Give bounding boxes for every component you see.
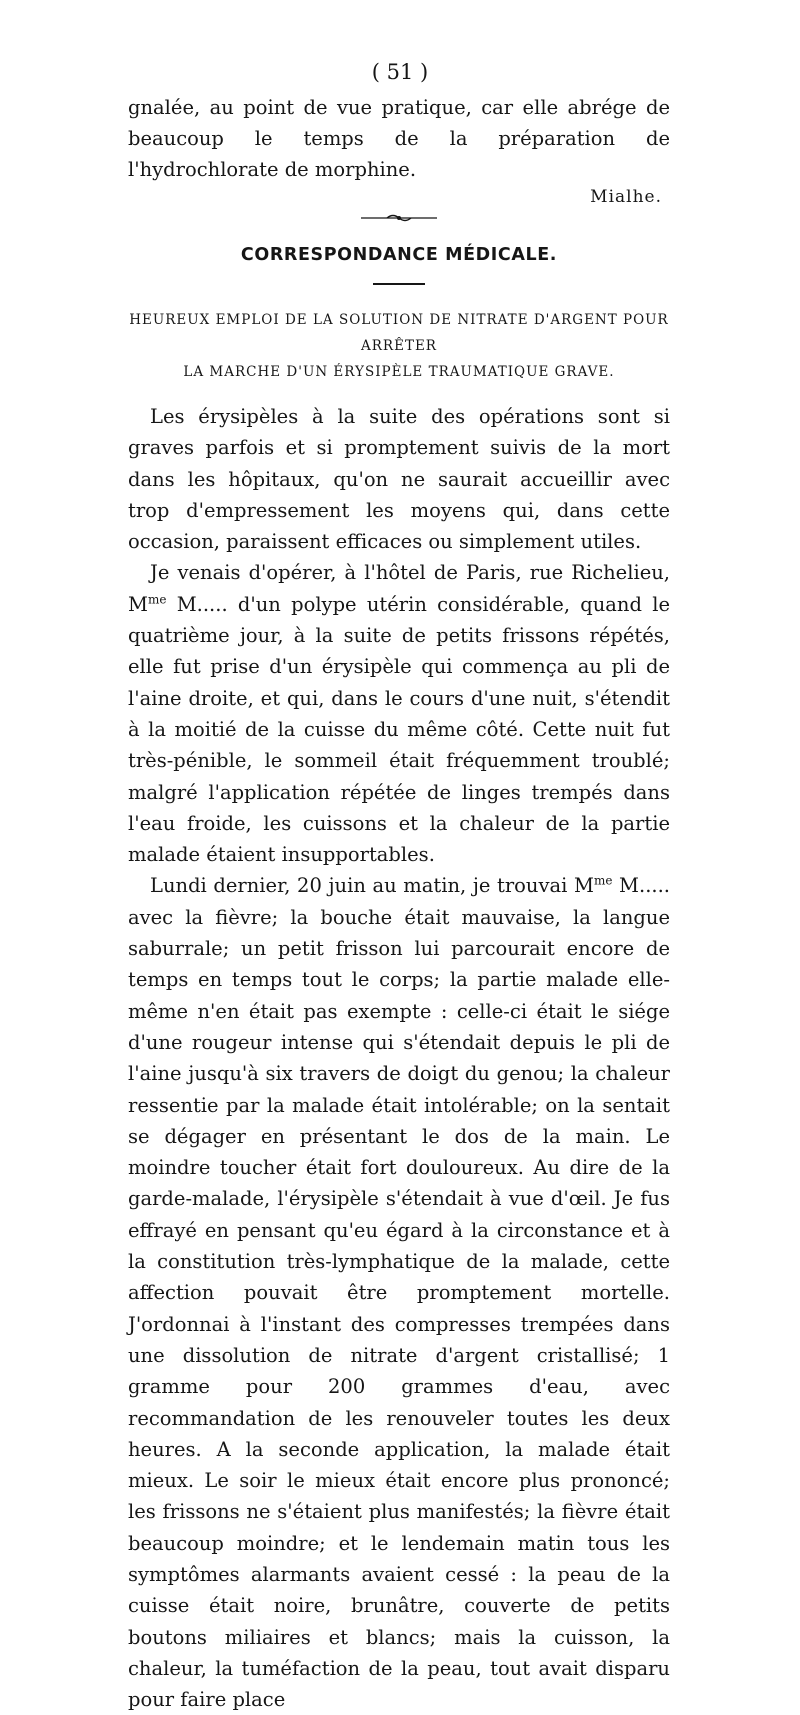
paragraph-2-rest: M..... d'un polype utérin considérable, quand le quatrième jour, à la suite de petits frissons répétés, elle fut prise d'un érysipèle qui commença au pli de l'aine droite, et qui, dans le cours d'une nuit, s'étendit à la moitié de la cuisse du même côté. Cette nuit fut très-pénible, le sommeil était fréquemment troublé; malgré l'application répétée de linges trempés dans l'eau froide, les cuissons et la chaleur de la partie malade étaient insupportables. <box>128 592 670 867</box>
paragraph-3 <box>128 870 670 1715</box>
section-title: CORRESPONDANCE MÉDICALE. <box>240 245 558 265</box>
article-title-line-2: LA MARCHE D'UN ÉRYSIPÈLE TRAUMATIQUE GRAVE. <box>183 364 615 380</box>
page-number: ( 51 ) <box>371 60 429 84</box>
ornament-divider <box>359 213 439 223</box>
paragraph-2-start: Je venais d'opérer, à l'hôtel de Paris, rue Richelieu, M <box>128 561 670 616</box>
paragraph-3-rest: M..... avec la fièvre; la bouche était mauvaise, la langue saburrale; un petit frisson lui parcourait encore de temps en temps tout le corps; la partie malade elle-même n'en était pas exempte : celle-ci était le siége d'une rougeur intense qui s'étendait depuis le pli de l'aine jusqu'à six travers de doigt du genou; la chaleur ressentie par la malade était intolérable; on la sentait se dégager en présentant le dos de la main. Le moindre toucher était fort douloureux. Au dire de la garde-malade, l'érysipèle s'étendait à vue d'œil. Je fus effrayé en pensant qu'eu égard à la circonstance et à la constitution très-lymphatique de la malade, cette affection pouvait être promptement mortelle. J'ordonnai à l'instant des compresses trempées dans une dissolution de nitrate d'argent cristallisé; 1 gramme pour 200 grammes d'eau, avec recommandation de les renouveler toutes les deux heures. A la seconde application, la malade était mieux. Le soir le mieux était encore plus prononcé; les frissons ne s'étaient plus manifestés; la fièvre était beaucoup moindre; et le lendemain matin tous les symptômes alarmants avaient cessé : la peau de la cuisse était noire, brunâtre, couverte de petits boutons miliaires et blancs; mais la cuisson, la chaleur, la tuméfaction de la peau, tout avait disparu pour faire place <box>128 874 670 1712</box>
article-title-line-1: HEUREUX EMPLOI DE LA SOLUTION DE NITRATE D'ARGENT POUR ARRÊTER <box>129 312 669 354</box>
preceding-article-ending: gnalée, au point de vue pratique, car elle abrége de beaucoup le temps de la préparation de l'hydrochlorate de morphine. <box>128 96 670 181</box>
author-signature: Mialhe. <box>590 187 662 207</box>
title-rule <box>373 283 425 285</box>
paragraph-1: Les érysipèles à la suite des opérations sont si graves parfois et si promptement suivis de la mort dans les hôpitaux, qu'on ne saurait accueillir avec trop d'empressement les moyens qui, dans cette occasion, paraissent efficaces ou simplement utiles. <box>128 405 670 554</box>
paragraph-3-start: Lundi dernier, 20 juin au matin, je trouvai M <box>150 874 594 898</box>
article-title <box>128 307 670 385</box>
superscript-me: me <box>593 873 613 888</box>
page-body <box>128 58 670 1715</box>
superscript-me: me <box>147 592 167 607</box>
paragraph-2 <box>128 557 670 870</box>
article-text <box>128 401 670 1715</box>
